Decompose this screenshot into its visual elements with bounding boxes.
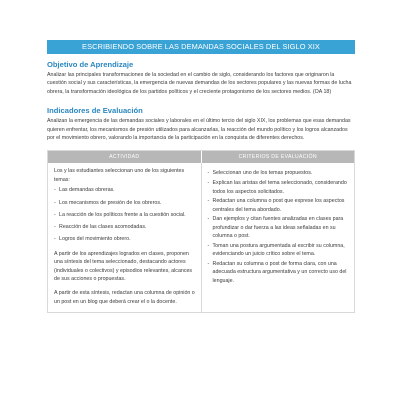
list-item: - Seleccionan uno de los temas propuestos.: [208, 169, 350, 177]
page: [47, 40, 355, 313]
header-actividad: ACTIVIDAD: [109, 154, 140, 161]
list-item: - Dan ejemplos y citan fuentes analizadas en clases para profundizar o dar fuerza a las ideas señaladas en su columna o post.: [208, 215, 350, 240]
criterios-list: [208, 169, 350, 284]
indicadores-title: Indicadores de Evaluación: [47, 106, 143, 116]
actividad-intro: Los y las estudiantes seleccionan uno de los siguientes temas:: [54, 168, 185, 183]
list-item: - Reacción de las clases acomodadas.: [54, 223, 196, 231]
table-body: [48, 163, 354, 312]
list-item: - La reacción de los políticos frente a la cuestión social.: [54, 211, 196, 219]
table-header: [48, 151, 354, 163]
list-item: - Las demandas obreras.: [54, 186, 196, 194]
actividad-paragraph-1: A partir de los aprendizajes logrados en clases, proponen una síntesis del tema seleccionado, destacando actores (individuales o colectivos) y episodios relevantes, alcances de sus acciones o propuestas.: [54, 250, 193, 282]
list-item: - Logros del movimiento obrero.: [54, 235, 196, 243]
header-criterios: CRITERIOS DE EVALUACIÓN: [201, 151, 355, 163]
activity-table: [47, 150, 355, 313]
temas-list: [54, 186, 196, 243]
lesson-banner: ESCRIBIENDO SOBRE LAS DEMANDAS SOCIALES DEL SIGLO XIX: [47, 40, 355, 54]
criterios-column: [201, 163, 355, 312]
list-item: - Redactan una columna o post que exprese los aspectos centrales del tema abordado.: [208, 197, 350, 214]
list-item: - Los mecanismos de presión de los obreros.: [54, 199, 196, 207]
list-item: - Explican las aristas del tema seleccionado, considerando todos los aspectos solicitados.: [208, 179, 350, 196]
actividad-paragraph-2: A partir de esta síntesis, redactan una columna de opinión o un post en un blog que deberá crear el o la docente.: [54, 290, 195, 305]
indicadores-text: Analizan la emergencia de las demandas sociales y laborales en el último tercio del siglo XIX, los problemas que esas demandas quieren enfrentar, los mecanismos de presión utilizados para alcanzarlas, la reacción del mundo político y los logros alcanzados por el movimiento obrero, valorando la importancia de la participación en la conquista de diferentes derechos.: [47, 118, 351, 142]
list-item: - Toman una postura argumentada al escribir su columna, evidenciando un juicio crítico sobre el tema.: [208, 242, 350, 259]
objetivo-text: Analizar las principales transformaciones de la sociedad en el cambio de siglo, considerando los factores que originaron la cuestión social y sus características, la emergencia de nuevas demandas de los sectores populares y las nuevas formas de lucha obrera, la transformación ideológica de los partidos políticos y el creciente protagonismo de los sectores medios. (OA 18): [47, 72, 352, 95]
list-item: - Redactan su columna o post de forma clara, con una adecuada estructura argumentativa y un correcto uso del lenguaje.: [208, 260, 350, 285]
objetivo-title: Objetivo de Aprendizaje: [47, 60, 134, 69]
actividad-column: [48, 163, 201, 312]
